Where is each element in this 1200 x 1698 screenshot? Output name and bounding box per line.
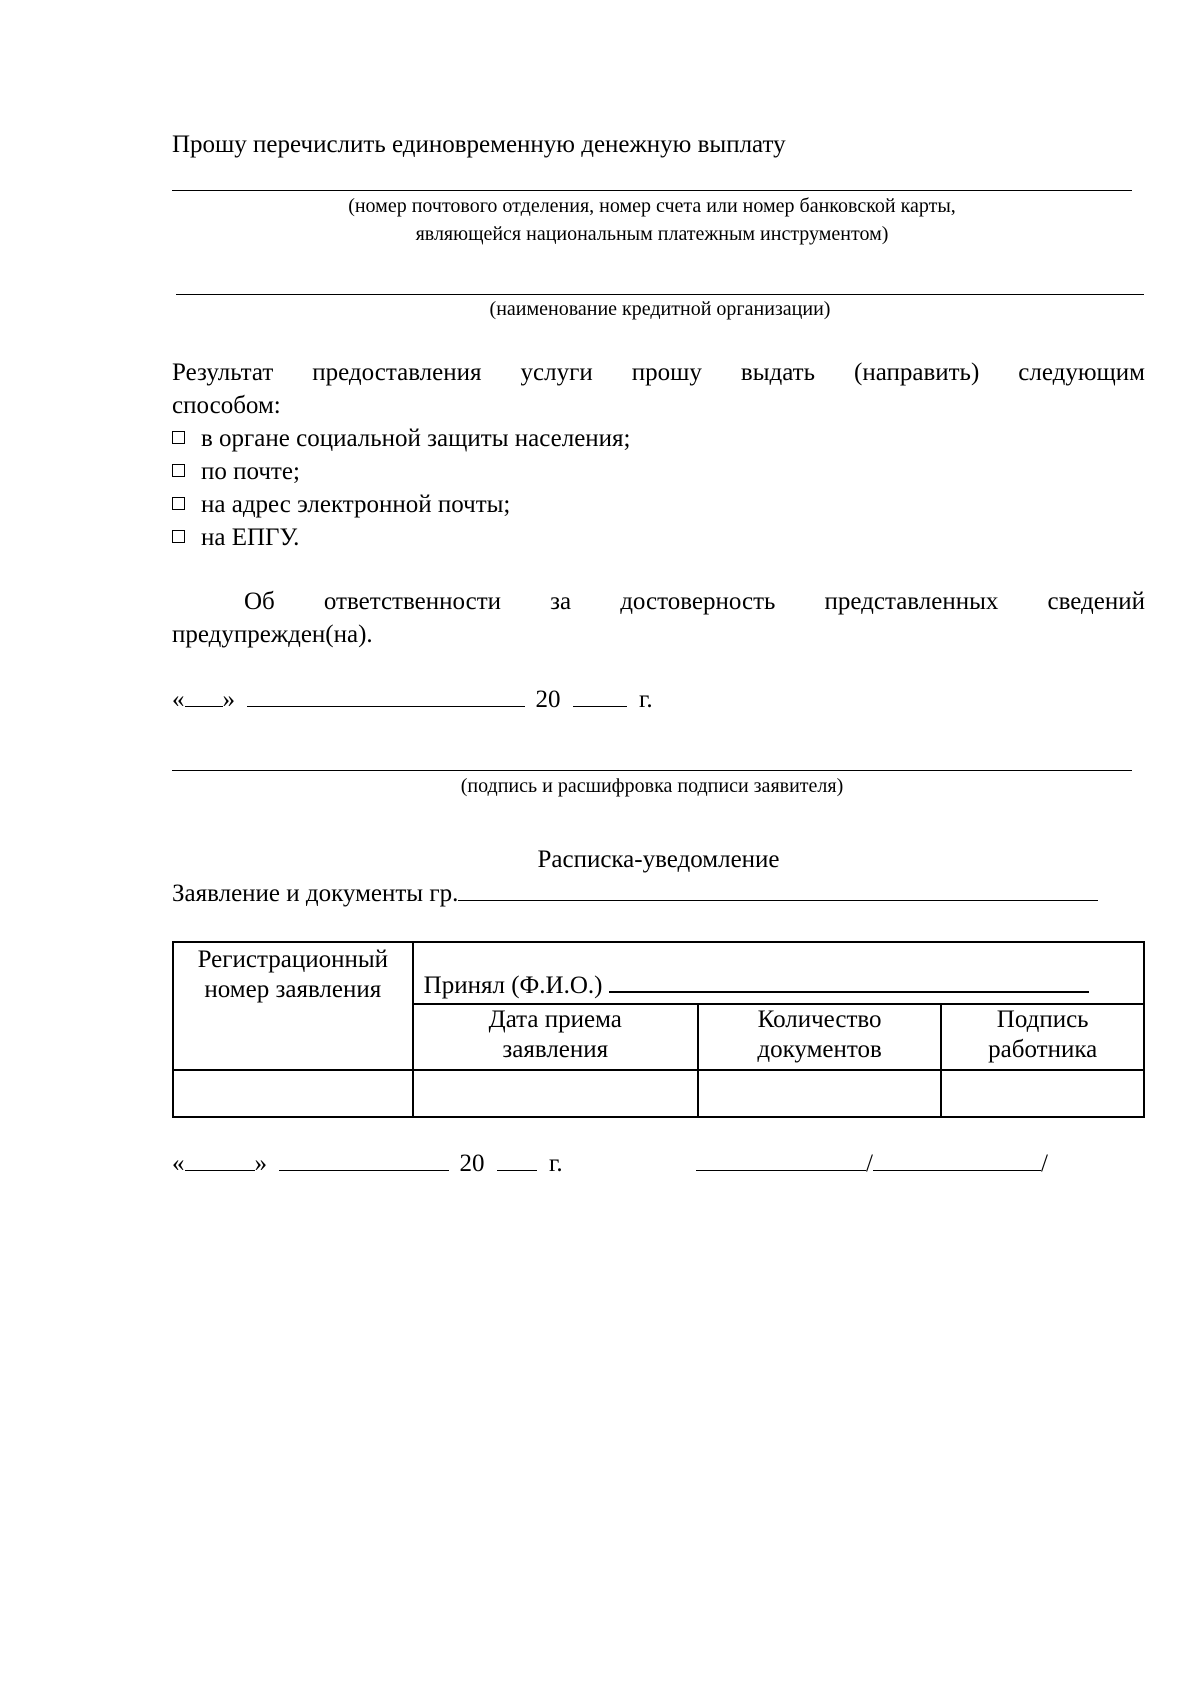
documents-line [172,878,1098,909]
col-sign-header [941,1004,1144,1070]
receipt-year-prefix: 20 [459,1150,485,1177]
col-sign-label-line1: Подпись [996,1006,1089,1033]
receipt-title: Расписка-уведомление [537,846,780,873]
accepted-by-cell [413,942,1144,1004]
reg-number-header [173,942,413,1070]
checkbox-icon[interactable] [172,464,185,477]
checkbox-icon[interactable] [172,530,185,543]
signature-slash: / [1040,1150,1048,1177]
delivery-option-label: в органе социальной защиты населения; [201,425,631,452]
accepted-by-blank[interactable] [609,969,1089,993]
receipt-date-line [172,1148,563,1179]
checkbox-icon[interactable] [172,497,185,510]
date-close-quote: » [222,686,235,713]
receipt-date-open-quote: « [172,1150,185,1177]
date-line [172,684,653,715]
bank-name-line[interactable] [176,294,1144,295]
month-blank[interactable] [247,684,525,707]
delivery-intro-line2: способом: [172,392,281,419]
year-blank[interactable] [573,684,627,707]
worker-signature-blank[interactable] [696,1148,866,1171]
receipt-date-close-quote: » [254,1150,267,1177]
receipt-table [172,941,1145,1118]
delivery-intro-line1: Результат предоставления услуги прошу выдать (направить) следующим [172,359,1145,386]
signature-caption: (подпись и расшифровка подписи заявителя) [460,775,844,797]
responsibility-line1: Об ответственности за достоверность представленных сведений [244,588,1145,615]
date-cell[interactable] [413,1070,698,1117]
delivery-option-post[interactable] [172,457,300,487]
year-suffix: г. [639,686,653,713]
reg-number-label-line1: Регистрационный [197,946,389,973]
account-caption-line2: являющейся национальным платежным инструментом) [415,223,889,245]
delivery-option-label: на ЕПГУ. [201,524,300,551]
col-count-label-line1: Количество [757,1006,882,1033]
col-sign-label-line2: работника [988,1036,1098,1063]
delivery-option-label: на адрес электронной почты; [201,491,511,518]
delivery-option-label: по почте; [201,458,300,485]
delivery-option-social-protection[interactable] [172,424,631,454]
payment-request-text: Прошу перечислить единовременную денежную выплату [172,131,786,158]
date-open-quote: « [172,686,185,713]
receipt-year-suffix: г. [549,1150,563,1177]
reg-number-label-line2: номер заявления [204,976,382,1003]
receipt-year-blank[interactable] [497,1148,537,1171]
delivery-option-email[interactable] [172,490,510,520]
applicant-name-blank[interactable] [458,878,1098,901]
documents-label: Заявление и документы гр. [172,880,459,907]
responsibility-line2: предупрежден(на). [172,621,373,648]
signature-line[interactable] [172,770,1132,771]
day-blank[interactable] [185,684,223,707]
count-cell[interactable] [698,1070,941,1117]
accepted-by-label: Принял (Ф.И.О.) [423,972,603,999]
checkbox-icon[interactable] [172,431,185,444]
receipt-month-blank[interactable] [279,1148,449,1171]
receipt-day-blank[interactable] [185,1148,255,1171]
sign-cell[interactable] [941,1070,1144,1117]
receipt-signature-line [696,1148,1048,1179]
col-count-header [698,1004,941,1070]
col-date-label-line1: Дата приема [488,1006,622,1033]
reg-number-cell[interactable] [173,1070,413,1117]
account-caption-line1: (номер почтового отделения, номер счета или номер банковской карты, [348,195,956,217]
delivery-option-epgu[interactable] [172,523,299,553]
col-date-header [413,1004,698,1070]
signature-slash: / [866,1150,873,1177]
col-count-label-line2: документов [757,1036,882,1063]
bank-caption: (наименование кредитной организации) [489,298,831,320]
year-prefix: 20 [535,686,561,713]
col-date-label-line2: заявления [502,1036,609,1063]
account-number-line[interactable] [172,190,1132,191]
worker-name-blank[interactable] [873,1148,1041,1171]
